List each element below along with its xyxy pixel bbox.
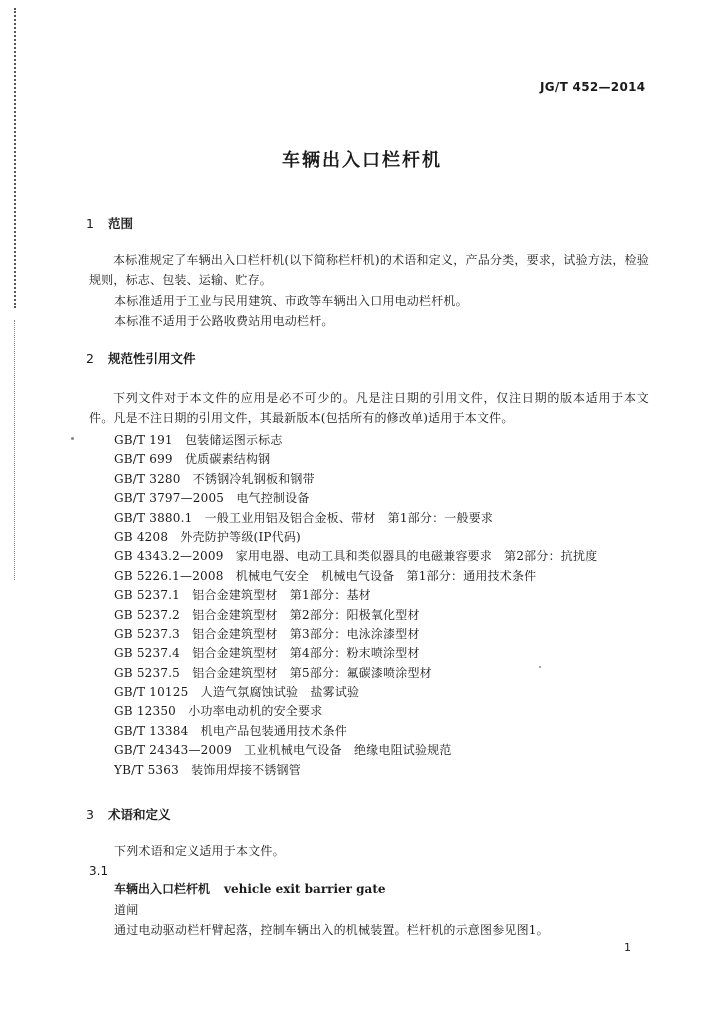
reference-item: GB 5237.3 铝合金建筑型材 第3部分：电泳涂漆型材 xyxy=(114,626,420,641)
reference-item: GB 5237.4 铝合金建筑型材 第4部分：粉末喷涂型材 xyxy=(114,646,420,661)
section-3-heading xyxy=(86,805,171,823)
section-number: 2 xyxy=(86,351,94,366)
reference-item: GB 5237.1 铝合金建筑型材 第1部分：基材 xyxy=(114,588,371,603)
section-title: 规范性引用文件 xyxy=(108,351,196,366)
reference-item: YB/T 5363 装饰用焊接不锈钢管 xyxy=(114,762,301,777)
section-1-paragraph-2: 本标准适用于工业与民用建筑、市政等车辆出入口用电动栏杆机。 xyxy=(114,294,468,308)
section-title: 范围 xyxy=(108,216,134,231)
reference-item: GB 5237.5 铝合金建筑型材 第5部分：氟碳漆喷涂型材 xyxy=(114,665,432,680)
reference-item: GB/T 3280 不锈钢冷轧钢板和钢带 xyxy=(114,471,315,486)
reference-item: GB 5237.2 铝合金建筑型材 第2部分：阳极氧化型材 xyxy=(114,607,420,622)
section-2-heading xyxy=(86,349,196,367)
term-heading xyxy=(114,880,386,897)
reference-item: GB/T 13384 机电产品包装通用技术条件 xyxy=(114,723,348,738)
reference-item: GB 4343.2—2009 家用电器、电动工具和类似器具的电磁兼容要求 第2部分：抗扰度 xyxy=(114,549,598,564)
section-1-heading xyxy=(86,214,133,232)
reference-item: GB 4208 外壳防护等级(IP代码) xyxy=(114,529,301,544)
reference-item: GB 12350 小功率电动机的安全要求 xyxy=(114,704,323,719)
term-synonym: 道闸 xyxy=(114,903,139,917)
term-definition: 通过电动驱动栏杆臂起落，控制车辆出入的机械装置。栏杆机的示意图参见图1。 xyxy=(114,923,549,937)
reference-item: GB/T 10125 人造气氛腐蚀试验 盐雾试验 xyxy=(114,685,360,700)
section-1-paragraph-1: 本标准规定了车辆出入口栏杆机(以下简称栏杆机)的术语和定义，产品分类，要求，试验方法，检验规则，标志、包装、运输、贮存。 xyxy=(89,253,649,287)
reference-item: GB/T 24343—2009 工业机械电气设备 绝缘电阻试验规范 xyxy=(114,743,452,758)
section-number: 3 xyxy=(86,807,94,822)
page-title: 车辆出入口栏杆机 xyxy=(282,150,442,171)
section-1-paragraph-3: 本标准不适用于公路收费站用电动栏杆。 xyxy=(114,314,334,328)
reference-item: GB/T 191 包装储运图示标志 xyxy=(114,433,283,447)
reference-item: GB 5226.1—2008 机械电气安全 机械电气设备 第1部分：通用技术条件 xyxy=(114,568,537,583)
scan-speck xyxy=(539,666,541,668)
normative-references-list xyxy=(114,431,597,780)
term-name-en: vehicle exit barrier gate xyxy=(224,882,386,896)
reference-item: GB/T 3797—2005 电气控制设备 xyxy=(114,491,310,506)
binding-margin-marks-lower xyxy=(14,320,18,580)
section-title: 术语和定义 xyxy=(108,807,171,822)
standard-code: JG/T 452—2014 xyxy=(540,80,646,94)
term-name-cn: 车辆出入口栏杆机 xyxy=(114,882,211,896)
page-number: 1 xyxy=(624,941,631,954)
section-3-intro: 下列术语和定义适用于本文件。 xyxy=(114,844,285,858)
reference-item: GB/T 3880.1 一般工业用铝及铝合金板、带材 第1部分：一般要求 xyxy=(114,510,494,525)
reference-item: GB/T 699 优质碳素结构钢 xyxy=(114,452,271,467)
term-number: 3.1 xyxy=(89,864,109,878)
section-2-intro: 下列文件对于本文件的应用是必不可少的。凡是注日期的引用文件，仅注日期的版本适用于本文件。凡是不注日期的引用文件，其最新版本(包括所有的修改单)适用于本文件。 xyxy=(89,391,649,425)
scan-speck xyxy=(71,437,74,440)
section-number: 1 xyxy=(86,216,94,231)
